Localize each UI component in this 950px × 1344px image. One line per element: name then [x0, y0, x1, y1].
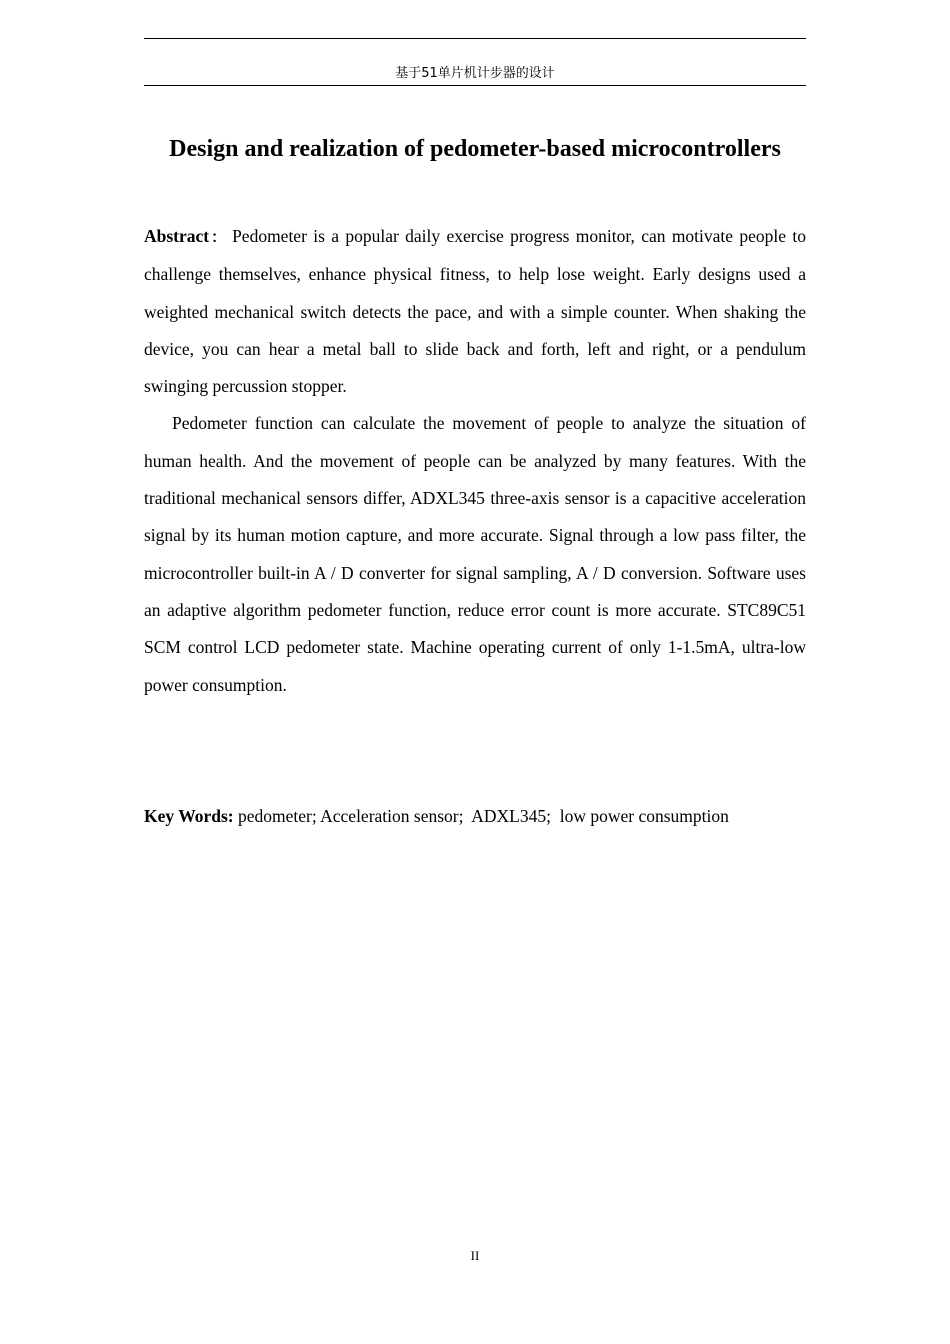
abstract-label-colon: ：	[209, 228, 229, 246]
abstract-paragraph-2: Pedometer function can calculate the movement of people to analyze the situation of human health. And the movement of people can be analyzed by many features. With the traditional mechanical sensors differ, ADXL345 three-axis sensor is a capacitive acceleration signal by its human motion capture, and more accurate. Signal through a low pass filter, the microcontroller built-in A / D converter for signal sampling, A / D conversion. Software uses an adaptive algorithm pedometer function, reduce error count is more accurate. STC89C51 SCM control LCD pedometer state. Machine operating current of only 1-1.5mA, ultra-low power consumption.	[144, 413, 806, 695]
keywords-label: Key Words:	[144, 806, 234, 826]
keywords-line	[144, 798, 806, 835]
page-number: II	[470, 1248, 480, 1263]
paper-title: Design and realization of pedometer-based microcontrollers	[169, 136, 781, 162]
abstract-paragraph-1-text: Pedometer is a popular daily exercise progress monitor, can motivate people to challenge themselves, enhance physical fitness, to help lose weight. Early designs used a weighted mechanical switch detects the pace, and with a simple counter. When shaking the device, you can hear a metal ball to slide back and forth, left and right, or a pendulum swinging percussion stopper.	[144, 226, 806, 397]
abstract-label: Abstract	[144, 226, 210, 246]
header-bottom-rule	[144, 85, 806, 86]
header-top-rule	[144, 38, 806, 39]
running-header: 基于51单片机计步器的设计	[395, 66, 555, 81]
keywords-text: pedometer; Acceleration sensor; ADXL345; low power consumption	[233, 806, 729, 826]
abstract-section	[144, 218, 806, 704]
abstract-paragraph-1	[144, 218, 806, 405]
